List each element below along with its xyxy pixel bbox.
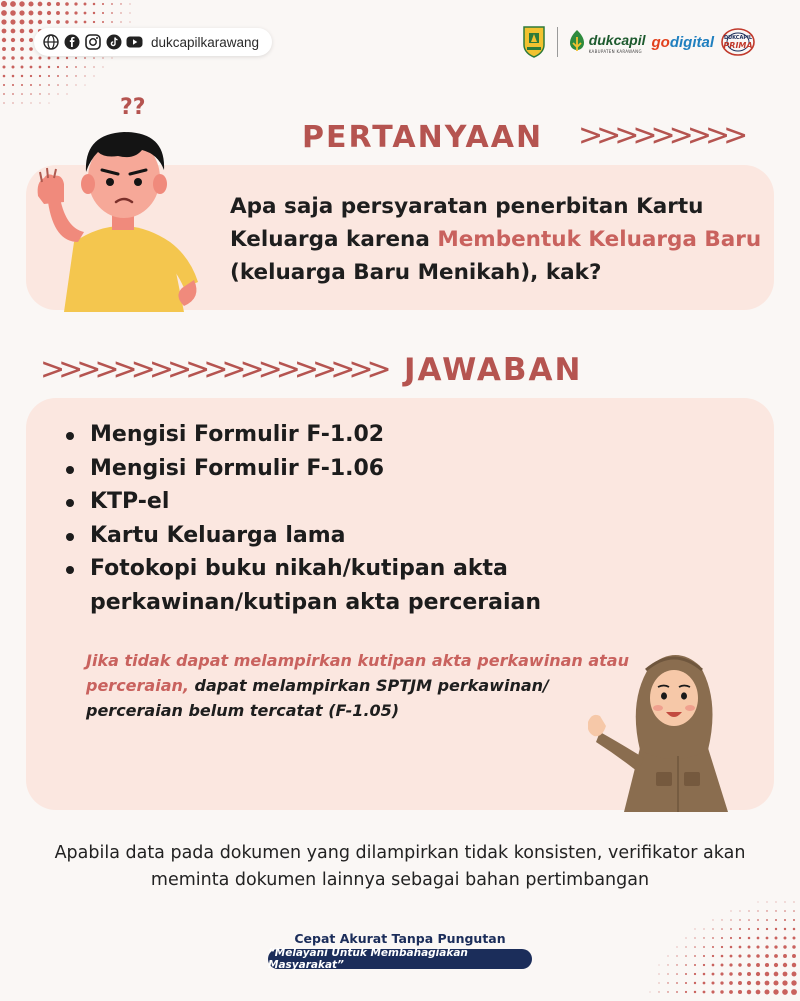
decor-dot: [30, 84, 32, 86]
decor-dot: [659, 974, 660, 975]
decor-dot: [748, 910, 749, 911]
decor-dot: [694, 973, 696, 975]
decor-dot: [711, 981, 714, 984]
decor-dot: [38, 20, 42, 24]
decor-dot: [720, 981, 723, 984]
decor-dot: [774, 963, 778, 967]
decor-dot: [703, 928, 704, 929]
decor-dot: [75, 75, 76, 76]
decor-dot: [792, 963, 796, 967]
decor-dot: [11, 29, 16, 34]
decor-dot: [721, 955, 724, 958]
decor-dot: [93, 66, 94, 67]
decor-dot: [74, 2, 77, 5]
partner-logos: [521, 22, 756, 62]
decor-dot: [775, 928, 777, 930]
decor-dot: [65, 2, 69, 6]
godigital-go-text: go: [651, 33, 670, 51]
decor-dot: [767, 902, 768, 903]
decor-dot: [694, 991, 696, 993]
requirements-list: [62, 418, 622, 619]
decor-dot: [766, 910, 767, 911]
decor-dot: [21, 66, 24, 69]
answer-heading: JAWABAN: [404, 352, 583, 388]
decor-dot: [12, 66, 15, 69]
decor-dot: [667, 991, 668, 992]
decor-dot: [676, 955, 677, 956]
decor-dot: [57, 57, 60, 60]
decor-dot: [65, 20, 68, 23]
decor-dot: [782, 980, 787, 985]
slogan-badge: “Melayani Untuk Membahagiakan Masyarakat”: [268, 949, 532, 969]
decor-dot: [747, 990, 751, 994]
decor-dot: [784, 919, 786, 921]
decor-dot: [3, 93, 5, 95]
decor-dot: [747, 981, 751, 985]
decor-dot: [784, 928, 786, 930]
decor-dot: [783, 972, 788, 977]
decor-dot: [774, 954, 778, 958]
decor-dot: [66, 57, 68, 59]
decor-dot: [56, 20, 60, 24]
decor-dot: [757, 928, 759, 930]
decor-dot: [39, 75, 41, 77]
decor-dot: [739, 910, 740, 911]
decor-dot: [93, 12, 95, 14]
decor-dot: [20, 47, 24, 51]
prima-bottom-text: PRIMA: [723, 41, 753, 50]
decor-dot: [685, 964, 687, 966]
social-handle[interactable]: dukcapilkarawang: [151, 34, 260, 50]
list-item: Mengisi Formulir F-1.02: [62, 418, 622, 452]
prima-top-text: DUKCAPIL: [723, 35, 753, 41]
decor-dot: [731, 911, 732, 912]
decor-dot: [694, 982, 696, 984]
decor-dot: [765, 963, 769, 967]
decor-dot: [685, 973, 687, 975]
decor-dot: [729, 990, 733, 994]
decor-dot: [11, 56, 14, 59]
decor-dot: [676, 982, 678, 984]
decor-dot: [658, 991, 659, 992]
karawang-emblem-logo: [521, 25, 547, 59]
decor-dot: [75, 66, 77, 68]
decor-dot: [65, 11, 69, 15]
decor-dot: [758, 902, 759, 903]
decor-dot: [12, 102, 13, 103]
decor-dot: [30, 66, 33, 69]
dukcapil-logo-subtext: KABUPATEN KARAWANG: [588, 49, 642, 54]
decor-dot: [792, 972, 797, 977]
decor-dot: [667, 973, 668, 974]
decor-dot: [20, 20, 25, 25]
decor-dot: [676, 991, 678, 993]
decor-dot: [703, 982, 706, 985]
decor-dot: [721, 946, 723, 948]
decor-dot: [791, 980, 796, 985]
decor-dot: [2, 29, 7, 34]
decor-dot: [30, 75, 32, 77]
decor-dot: [2, 38, 6, 42]
decor-dot: [30, 102, 31, 103]
decor-dot: [48, 57, 51, 60]
decor-dot: [783, 963, 787, 967]
decor-dot: [765, 981, 770, 986]
question-text-highlight: Membentuk Keluarga Baru: [437, 227, 762, 252]
decor-dot: [738, 981, 742, 985]
decor-dot: [756, 954, 760, 958]
decor-dot: [74, 20, 77, 23]
dukcapil-logo-text: dukcapil: [588, 32, 646, 48]
decor-dot: [39, 84, 41, 86]
decor-dot: [747, 972, 751, 976]
decor-dot: [10, 10, 16, 16]
decor-dot: [10, 1, 16, 7]
decor-dot: [2, 65, 5, 68]
decor-dot: [84, 57, 86, 59]
decor-dot: [84, 75, 85, 76]
decor-dot: [112, 58, 113, 59]
decor-dot: [84, 21, 87, 24]
decor-dot: [21, 84, 23, 86]
confused-boy-illustration: [34, 92, 210, 312]
list-item: KTP-el: [62, 485, 622, 519]
question-text-before: Apa saja persyaratan penerbitan Kartu Keluarga karena: [230, 194, 704, 252]
decor-dot: [739, 928, 741, 930]
decor-dot: [57, 84, 59, 86]
logo-separator: [557, 27, 558, 57]
decor-dot: [29, 56, 32, 59]
hijab-officer-illustration: [588, 630, 758, 812]
decor-dot: [774, 972, 779, 977]
decor-dot: [721, 964, 724, 967]
verification-note: Apabila data pada dokumen yang dilampirkan tidak konsisten, verifikator akan meminta dokumen lainnya sebagai bahan pertimbangan: [54, 843, 746, 890]
decor-dot: [12, 93, 14, 95]
decor-dot: [56, 2, 60, 6]
decor-dot: [782, 989, 788, 995]
decor-dot: [766, 919, 768, 921]
decor-dot: [748, 928, 750, 930]
decor-dot: [130, 13, 131, 14]
decor-dot: [29, 20, 34, 25]
decor-dot: [120, 21, 121, 22]
decor-dot: [685, 955, 687, 957]
decor-dot: [773, 980, 778, 985]
decor-dot: [694, 964, 696, 966]
decor-dot: [775, 919, 777, 921]
decor-dot: [747, 954, 750, 957]
decor-dot: [2, 56, 5, 59]
decor-dot: [792, 954, 796, 958]
decor-dot: [703, 946, 705, 948]
decor-dot: [695, 929, 696, 930]
social-media-bar: [34, 28, 272, 56]
decor-dot: [48, 84, 50, 86]
decor-dot: [677, 947, 678, 948]
decor-dot: [668, 956, 669, 957]
decor-dot: [29, 29, 33, 33]
decor-dot: [93, 3, 96, 6]
decor-dot: [791, 989, 797, 995]
globe-icon[interactable]: [42, 34, 59, 51]
question-text-after: (keluarga Baru Menikah), kak?: [230, 260, 602, 285]
decor-dot: [85, 85, 86, 86]
decor-dot: [11, 38, 15, 42]
decor-dot: [120, 3, 121, 4]
decor-dot: [730, 919, 731, 920]
decor-dot: [756, 972, 760, 976]
decor-dot: [102, 3, 104, 5]
decor-dot: [764, 989, 769, 994]
decor-dot: [75, 84, 76, 85]
decor-dot: [2, 47, 6, 51]
decor-dot: [93, 21, 95, 23]
decor-dot: [12, 84, 14, 86]
decor-dot: [685, 946, 686, 947]
decor-dot: [130, 22, 131, 23]
decor-dot: [667, 982, 668, 983]
answer-chevrons: >>>>>>>>>>>>>>>>>>>: [40, 352, 385, 387]
decor-dot: [111, 3, 113, 5]
youtube-icon[interactable]: [126, 34, 143, 51]
decor-dot: [111, 12, 113, 14]
decor-dot: [783, 954, 787, 958]
decor-dot: [747, 963, 751, 967]
decor-dot: [11, 47, 15, 51]
boy-question-marks: ??: [120, 95, 146, 120]
decor-dot: [729, 963, 732, 966]
decor-dot: [765, 972, 770, 977]
decor-dot: [1, 1, 7, 7]
decor-dot: [94, 76, 95, 77]
decor-dot: [721, 919, 722, 920]
decor-dot: [21, 102, 22, 103]
godigital-digital-text: digital: [669, 33, 714, 51]
decor-dot: [1, 10, 7, 16]
question-text: [230, 190, 770, 289]
decor-dot: [703, 964, 705, 966]
decor-dot: [102, 21, 104, 23]
decor-dot: [730, 928, 732, 930]
decor-dot: [712, 955, 714, 957]
decor-dot: [84, 3, 87, 6]
decor-dot: [729, 981, 733, 985]
decor-dot: [676, 964, 677, 965]
decor-dot: [703, 991, 706, 994]
decor-dot: [658, 982, 659, 983]
decor-dot: [21, 93, 23, 95]
decor-dot: [38, 11, 43, 16]
list-item: Mengisi Formulir F-1.06: [62, 452, 622, 486]
decor-dot: [738, 954, 741, 957]
decor-dot: [793, 928, 796, 931]
decor-dot: [712, 964, 715, 967]
decor-dot: [729, 972, 732, 975]
decor-dot: [703, 973, 706, 976]
decor-dot: [738, 990, 742, 994]
decor-dot: [57, 66, 59, 68]
decor-dot: [694, 946, 696, 948]
decor-dot: [47, 11, 51, 15]
decor-dot: [39, 66, 42, 69]
decor-dot: [21, 75, 23, 77]
decor-dot: [47, 20, 51, 24]
decor-dot: [685, 991, 687, 993]
additional-note: [86, 648, 646, 723]
decor-dot: [756, 990, 761, 995]
decor-dot: [30, 93, 32, 95]
question-chevrons: >>>>>>>>>: [578, 118, 742, 153]
question-heading: PERTANYAAN: [302, 120, 544, 155]
decor-dot: [739, 946, 742, 949]
decor-dot: [712, 928, 713, 929]
list-item: Kartu Keluarga lama: [62, 519, 622, 553]
decor-dot: [57, 75, 59, 77]
decor-dot: [66, 75, 68, 77]
decor-dot: [730, 955, 733, 958]
decor-dot: [667, 964, 668, 965]
decor-dot: [103, 67, 104, 68]
decor-dot: [720, 972, 723, 975]
decor-dot: [712, 946, 714, 948]
decor-dot: [730, 946, 733, 949]
decor-dot: [66, 66, 68, 68]
decor-dot: [120, 12, 121, 13]
decor-dot: [757, 919, 759, 921]
decor-dot: [793, 919, 795, 921]
decor-dot: [721, 928, 723, 930]
decor-dot: [28, 1, 33, 6]
dukcapil-logo: [568, 29, 646, 55]
decor-dot: [793, 910, 795, 912]
decor-dot: [739, 919, 740, 920]
decor-dot: [1, 19, 6, 24]
decor-dot: [20, 38, 24, 42]
decor-dot: [38, 56, 41, 59]
decor-dot: [102, 57, 103, 58]
decor-dot: [12, 75, 15, 78]
decor-dot: [29, 38, 33, 42]
decor-dot: [756, 963, 760, 967]
decor-dot: [48, 75, 50, 77]
decor-dot: [19, 1, 24, 6]
decor-dot: [84, 12, 87, 15]
decor-dot: [659, 965, 660, 966]
decor-dot: [720, 990, 723, 993]
decor-dot: [685, 982, 687, 984]
facebook-icon[interactable]: [63, 34, 80, 51]
decor-dot: [3, 84, 5, 86]
decor-dot: [766, 928, 768, 930]
decor-dot: [3, 75, 6, 78]
decor-dot: [74, 11, 77, 14]
decor-dot: [29, 11, 34, 16]
decor-dot: [102, 12, 104, 14]
dukcapil-prima-logo: [720, 25, 756, 59]
decor-dot: [784, 910, 786, 912]
decor-dot: [757, 910, 758, 911]
tagline: Cepat Akurat Tanpa Pungutan: [294, 931, 506, 946]
decor-dot: [66, 84, 67, 85]
decor-dot: [776, 902, 777, 903]
decor-dot: [711, 990, 714, 993]
decor-dot: [29, 47, 33, 51]
decor-dot: [713, 920, 714, 921]
decor-dot: [773, 989, 778, 994]
decor-dot: [20, 56, 23, 59]
decor-dot: [738, 963, 741, 966]
godigital-logo: [652, 34, 715, 51]
decor-dot: [765, 954, 769, 958]
decor-dot: [56, 11, 60, 15]
note-rest: dapat melampirkan SPTJM perkawinan/ perceraian belum tercatat (F-1.05): [86, 676, 549, 720]
decor-dot: [10, 19, 15, 24]
instagram-icon[interactable]: [84, 34, 101, 51]
decor-dot: [748, 919, 750, 921]
decor-dot: [93, 57, 95, 59]
decor-dot: [75, 57, 77, 59]
decor-dot: [47, 2, 51, 6]
decor-dot: [3, 102, 4, 103]
decor-dot: [738, 972, 742, 976]
decor-dot: [19, 10, 24, 15]
decor-dot: [676, 973, 678, 975]
decor-dot: [756, 981, 761, 986]
tiktok-icon[interactable]: [105, 34, 122, 51]
decor-dot: [694, 955, 696, 957]
decor-dot: [775, 910, 776, 911]
decor-dot: [84, 66, 86, 68]
decor-dot: [650, 992, 651, 993]
decor-dot: [20, 29, 25, 34]
decor-dot: [703, 955, 705, 957]
decor-dot: [38, 2, 43, 7]
decor-dot: [784, 901, 785, 902]
list-item: Fotokopi buku nikah/kutipan akta perkawinan/kutipan akta perceraian: [62, 552, 622, 619]
note-highlight: Jika tidak dapat melampirkan kutipan akta perkawinan atau perceraian,: [86, 651, 629, 695]
decor-dot: [793, 901, 794, 902]
decor-dot: [712, 973, 715, 976]
decor-dot: [48, 66, 50, 68]
decor-dot: [111, 21, 113, 23]
decor-dot: [129, 3, 130, 4]
